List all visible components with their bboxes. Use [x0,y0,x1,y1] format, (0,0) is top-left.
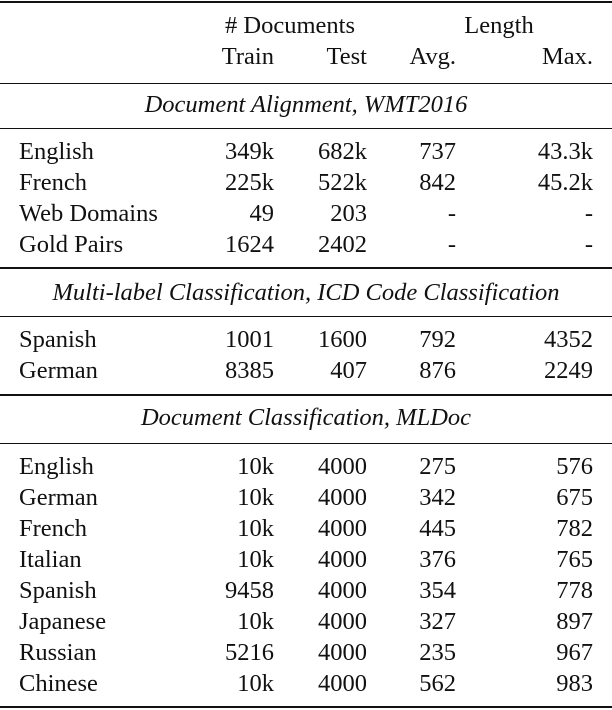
header-col-test: Test [326,43,367,70]
section-title-alignment: Document Alignment, WMT2016 [144,91,468,118]
cell-test: 407 [330,357,367,384]
cell-avg: 275 [419,453,456,480]
row-label: English [19,138,94,165]
row-label: French [19,515,88,542]
cell-avg: 842 [419,169,456,196]
cell-test: 4000 [318,453,367,480]
cell-avg: 376 [419,546,456,573]
section-rule [0,316,612,317]
cell-max: - [584,231,593,258]
row-label: French [19,169,88,196]
cell-train: 1624 [225,231,274,258]
cell-max: 765 [556,546,593,573]
cell-test: 522k [318,169,367,196]
cell-test: 4000 [318,484,367,511]
row-label: Russian [19,639,97,666]
table-top-rule [0,1,612,3]
cell-train: 5216 [225,639,274,666]
row-label: English [19,453,94,480]
cell-test: 4000 [318,546,367,573]
row-label: Japanese [19,608,107,635]
cell-max: 576 [556,453,593,480]
cell-max: 675 [556,484,593,511]
cell-max: 967 [556,639,593,666]
header-col-max: Max. [541,43,593,70]
cell-test: 4000 [318,577,367,604]
cell-avg: - [447,200,456,227]
cell-test: 4000 [318,670,367,697]
cell-max: 45.2k [537,169,593,196]
cell-max: 778 [556,577,593,604]
cell-test: 4000 [318,515,367,542]
cell-train: 10k [237,515,274,542]
cell-max: 4352 [544,326,593,353]
cell-max: 43.3k [537,138,593,165]
header-group-length: Length [464,12,534,39]
cell-test: 1600 [318,326,367,353]
cell-avg: 327 [419,608,456,635]
cell-test: 4000 [318,639,367,666]
section-divider-rule [0,394,612,396]
section-divider-rule [0,267,612,269]
cell-max: 897 [556,608,593,635]
row-label: German [19,484,98,511]
cell-avg: 562 [419,670,456,697]
cell-max: 782 [556,515,593,542]
header-col-train: Train [221,43,274,70]
cell-train: 225k [225,169,274,196]
cell-avg: 342 [419,484,456,511]
cell-train: 10k [237,484,274,511]
header-group-documents: # Documents [225,12,355,39]
section-rule [0,128,612,129]
cell-train: 10k [237,670,274,697]
cell-avg: 445 [419,515,456,542]
cell-max: 2249 [544,357,593,384]
header-rule [0,83,612,84]
cell-train: 349k [225,138,274,165]
cell-avg: 354 [419,577,456,604]
table-bottom-rule [0,706,612,708]
cell-avg: 235 [419,639,456,666]
cell-avg: 792 [419,326,456,353]
cell-avg: 876 [419,357,456,384]
row-label: Italian [19,546,82,573]
cell-train: 49 [249,200,274,227]
cell-train: 1001 [225,326,274,353]
cell-test: 4000 [318,608,367,635]
row-label: German [19,357,98,384]
section-title-mldoc: Document Classification, MLDoc [140,404,472,431]
row-label: Spanish [19,326,97,353]
cell-test: 682k [318,138,367,165]
cell-avg: 737 [419,138,456,165]
section-rule [0,443,612,444]
cell-test: 2402 [318,231,367,258]
header-col-avg: Avg. [409,43,456,70]
row-label: Gold Pairs [19,231,124,258]
row-label: Chinese [19,670,98,697]
section-title-icd: Multi-label Classification, ICD Code Classification [52,279,560,306]
cell-max: 983 [556,670,593,697]
cell-train: 8385 [225,357,274,384]
cell-train: 10k [237,453,274,480]
cell-train: 10k [237,546,274,573]
row-label: Web Domains [19,200,158,227]
cell-max: - [584,200,593,227]
row-label: Spanish [19,577,97,604]
cell-test: 203 [330,200,367,227]
cell-train: 9458 [225,577,274,604]
cell-train: 10k [237,608,274,635]
cell-avg: - [447,231,456,258]
